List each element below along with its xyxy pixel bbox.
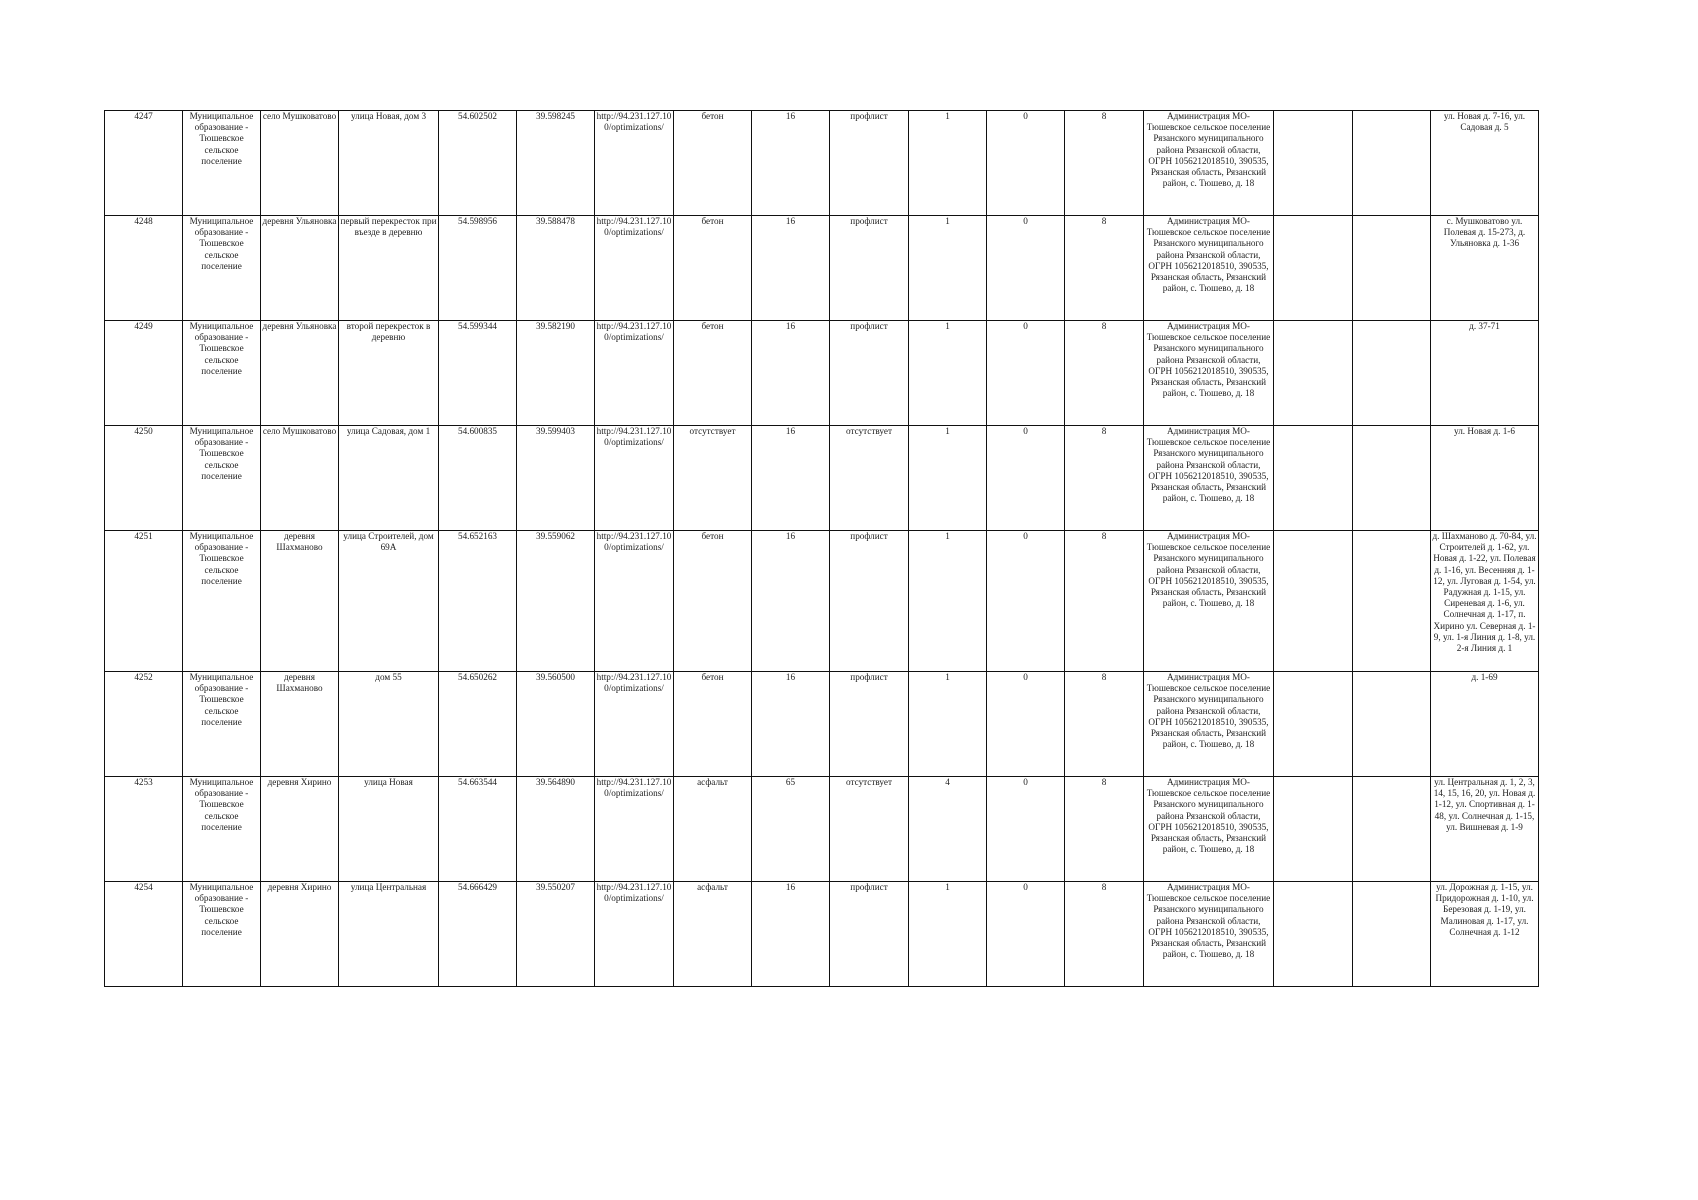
cell-municipality: Муниципальное образование - Тюшевское сельское поселение [183, 426, 261, 531]
cell-surface: асфальт [674, 882, 752, 987]
cell-extra-1 [1274, 777, 1353, 882]
cell-address: улица Строителей, дом 69А [339, 531, 439, 672]
cell-longitude: 39.582190 [517, 321, 595, 426]
cell-volume: 0 [987, 672, 1065, 777]
cell-volume: 0 [987, 882, 1065, 987]
cell-extra-2 [1353, 426, 1431, 531]
cell-owner: Администрация МО- Тюшевское сельское поселение Рязанского муниципального района Рязанской области, ОГРН 1056212018510, 390535, Рязанская область, Рязанский район, с. Тюшево, д. 18 [1144, 426, 1274, 531]
cell-area: 16 [752, 672, 830, 777]
cell-served-addresses: д. Шахманово д. 70-84, ул. Строителей д. 1-62, ул. Новая д. 1-22, ул. Полевая д. 1-16, ул. Весенняя д. 1-12, ул. Луговая д. 1-54, ул. Радужная д. 1-15, ул. Сиреневая д. 1-6, ул. Солнечная д. 1-17, п. Хирино ул. Северная д. 1-9, ул. 1-я Линия д. 1-8, ул. 2-я Линия д. 1 [1431, 531, 1539, 672]
cell-area: 16 [752, 531, 830, 672]
cell-fence: отсутствует [830, 426, 909, 531]
cell-fence: профлист [830, 216, 909, 321]
cell-latitude: 54.599344 [439, 321, 517, 426]
cell-extra-2 [1353, 777, 1431, 882]
table-row [105, 531, 1539, 672]
cell-owner: Администрация МО- Тюшевское сельское поселение Рязанского муниципального района Рязанской области, ОГРН 1056212018510, 390535, Рязанская область, Рязанский район, с. Тюшево, д. 18 [1144, 531, 1274, 672]
cell-capacity: 8 [1065, 426, 1144, 531]
cell-capacity: 8 [1065, 672, 1144, 777]
cell-municipality: Муниципальное образование - Тюшевское сельское поселение [183, 777, 261, 882]
cell-map-link: http://94.231.127.100/optimizations/ [595, 111, 674, 216]
cell-record-number: 4250 [105, 426, 183, 531]
cell-extra-2 [1353, 672, 1431, 777]
cell-volume: 0 [987, 426, 1065, 531]
cell-containers-count: 1 [909, 882, 987, 987]
cell-surface: бетон [674, 531, 752, 672]
cell-record-number: 4249 [105, 321, 183, 426]
cell-longitude: 39.559062 [517, 531, 595, 672]
cell-record-number: 4253 [105, 777, 183, 882]
cell-extra-2 [1353, 882, 1431, 987]
cell-served-addresses: д. 37-71 [1431, 321, 1539, 426]
cell-latitude: 54.600835 [439, 426, 517, 531]
cell-longitude: 39.560500 [517, 672, 595, 777]
cell-volume: 0 [987, 531, 1065, 672]
cell-volume: 0 [987, 216, 1065, 321]
cell-fence: профлист [830, 672, 909, 777]
cell-settlement: деревня Ульяновка [261, 216, 339, 321]
cell-settlement: село Мушковатово [261, 111, 339, 216]
cell-served-addresses: д. 1-69 [1431, 672, 1539, 777]
cell-containers-count: 1 [909, 111, 987, 216]
cell-volume: 0 [987, 321, 1065, 426]
cell-owner: Администрация МО- Тюшевское сельское поселение Рязанского муниципального района Рязанской области, ОГРН 1056212018510, 390535, Рязанская область, Рязанский район, с. Тюшево, д. 18 [1144, 882, 1274, 987]
cell-settlement: село Мушковатово [261, 426, 339, 531]
cell-extra-2 [1353, 216, 1431, 321]
cell-map-link: http://94.231.127.100/optimizations/ [595, 321, 674, 426]
cell-municipality: Муниципальное образование - Тюшевское сельское поселение [183, 672, 261, 777]
cell-municipality: Муниципальное образование - Тюшевское сельское поселение [183, 531, 261, 672]
cell-latitude: 54.666429 [439, 882, 517, 987]
cell-area: 16 [752, 426, 830, 531]
cell-map-link: http://94.231.127.100/optimizations/ [595, 531, 674, 672]
cell-record-number: 4251 [105, 531, 183, 672]
cell-owner: Администрация МО- Тюшевское сельское поселение Рязанского муниципального района Рязанской области, ОГРН 1056212018510, 390535, Рязанская область, Рязанский район, с. Тюшево, д. 18 [1144, 111, 1274, 216]
registry-table-body [105, 111, 1539, 987]
cell-surface: бетон [674, 321, 752, 426]
cell-extra-1 [1274, 111, 1353, 216]
cell-longitude: 39.550207 [517, 882, 595, 987]
cell-capacity: 8 [1065, 321, 1144, 426]
cell-area: 65 [752, 777, 830, 882]
cell-settlement: деревня Хирино [261, 777, 339, 882]
cell-surface: асфальт [674, 777, 752, 882]
cell-address: улица Центральная [339, 882, 439, 987]
cell-record-number: 4248 [105, 216, 183, 321]
cell-containers-count: 1 [909, 216, 987, 321]
cell-owner: Администрация МО- Тюшевское сельское поселение Рязанского муниципального района Рязанской области, ОГРН 1056212018510, 390535, Рязанская область, Рязанский район, с. Тюшево, д. 18 [1144, 216, 1274, 321]
registry-table [104, 110, 1539, 987]
cell-latitude: 54.602502 [439, 111, 517, 216]
cell-area: 16 [752, 882, 830, 987]
cell-containers-count: 1 [909, 321, 987, 426]
cell-latitude: 54.650262 [439, 672, 517, 777]
table-row [105, 672, 1539, 777]
cell-extra-2 [1353, 111, 1431, 216]
cell-owner: Администрация МО- Тюшевское сельское поселение Рязанского муниципального района Рязанской области, ОГРН 1056212018510, 390535, Рязанская область, Рязанский район, с. Тюшево, д. 18 [1144, 672, 1274, 777]
cell-extra-1 [1274, 321, 1353, 426]
cell-fence: профлист [830, 882, 909, 987]
cell-settlement: деревня Шахманово [261, 531, 339, 672]
cell-municipality: Муниципальное образование - Тюшевское сельское поселение [183, 216, 261, 321]
cell-surface: бетон [674, 111, 752, 216]
cell-containers-count: 1 [909, 531, 987, 672]
cell-area: 16 [752, 111, 830, 216]
cell-longitude: 39.588478 [517, 216, 595, 321]
cell-latitude: 54.663544 [439, 777, 517, 882]
cell-latitude: 54.598956 [439, 216, 517, 321]
cell-map-link: http://94.231.127.100/optimizations/ [595, 777, 674, 882]
table-row [105, 216, 1539, 321]
table-row [105, 321, 1539, 426]
cell-extra-2 [1353, 321, 1431, 426]
cell-fence: профлист [830, 321, 909, 426]
cell-containers-count: 1 [909, 672, 987, 777]
cell-served-addresses: с. Мушковатово ул. Полевая д. 15-273, д. Ульяновка д. 1-36 [1431, 216, 1539, 321]
cell-extra-2 [1353, 531, 1431, 672]
cell-settlement: деревня Ульяновка [261, 321, 339, 426]
cell-served-addresses: ул. Новая д. 7-16, ул. Садовая д. 5 [1431, 111, 1539, 216]
cell-address: первый перекресток при въезде в деревню [339, 216, 439, 321]
cell-extra-1 [1274, 216, 1353, 321]
cell-fence: профлист [830, 531, 909, 672]
table-row [105, 426, 1539, 531]
cell-fence: профлист [830, 111, 909, 216]
cell-settlement: деревня Хирино [261, 882, 339, 987]
cell-capacity: 8 [1065, 531, 1144, 672]
cell-extra-1 [1274, 882, 1353, 987]
cell-address: второй перекресток в деревню [339, 321, 439, 426]
table-row [105, 777, 1539, 882]
cell-extra-1 [1274, 426, 1353, 531]
cell-settlement: деревня Шахманово [261, 672, 339, 777]
cell-fence: отсутствует [830, 777, 909, 882]
cell-capacity: 8 [1065, 777, 1144, 882]
cell-surface: бетон [674, 672, 752, 777]
cell-map-link: http://94.231.127.100/optimizations/ [595, 882, 674, 987]
cell-record-number: 4254 [105, 882, 183, 987]
cell-containers-count: 4 [909, 777, 987, 882]
cell-surface: бетон [674, 216, 752, 321]
cell-volume: 0 [987, 777, 1065, 882]
cell-municipality: Муниципальное образование - Тюшевское сельское поселение [183, 882, 261, 987]
cell-address: улица Новая [339, 777, 439, 882]
cell-owner: Администрация МО- Тюшевское сельское поселение Рязанского муниципального района Рязанской области, ОГРН 1056212018510, 390535, Рязанская область, Рязанский район, с. Тюшево, д. 18 [1144, 321, 1274, 426]
cell-area: 16 [752, 216, 830, 321]
cell-record-number: 4252 [105, 672, 183, 777]
cell-area: 16 [752, 321, 830, 426]
cell-municipality: Муниципальное образование - Тюшевское сельское поселение [183, 321, 261, 426]
cell-extra-1 [1274, 672, 1353, 777]
cell-capacity: 8 [1065, 111, 1144, 216]
table-row [105, 882, 1539, 987]
cell-address: улица Садовая, дом 1 [339, 426, 439, 531]
cell-address: улица Новая, дом 3 [339, 111, 439, 216]
cell-map-link: http://94.231.127.100/optimizations/ [595, 426, 674, 531]
table-row [105, 111, 1539, 216]
cell-capacity: 8 [1065, 216, 1144, 321]
cell-longitude: 39.599403 [517, 426, 595, 531]
cell-volume: 0 [987, 111, 1065, 216]
cell-map-link: http://94.231.127.100/optimizations/ [595, 216, 674, 321]
cell-longitude: 39.598245 [517, 111, 595, 216]
cell-containers-count: 1 [909, 426, 987, 531]
cell-served-addresses: ул. Новая д. 1-6 [1431, 426, 1539, 531]
cell-served-addresses: ул. Дорожная д. 1-15, ул. Придорожная д. 1-10, ул. Березовая д. 1-19, ул. Малиновая д. 1-17, ул. Солнечная д. 1-12 [1431, 882, 1539, 987]
cell-surface: отсутствует [674, 426, 752, 531]
cell-address: дом 55 [339, 672, 439, 777]
cell-capacity: 8 [1065, 882, 1144, 987]
cell-latitude: 54.652163 [439, 531, 517, 672]
cell-extra-1 [1274, 531, 1353, 672]
cell-longitude: 39.564890 [517, 777, 595, 882]
cell-owner: Администрация МО- Тюшевское сельское поселение Рязанского муниципального района Рязанской области, ОГРН 1056212018510, 390535, Рязанская область, Рязанский район, с. Тюшево, д. 18 [1144, 777, 1274, 882]
cell-municipality: Муниципальное образование - Тюшевское сельское поселение [183, 111, 261, 216]
cell-map-link: http://94.231.127.100/optimizations/ [595, 672, 674, 777]
cell-record-number: 4247 [105, 111, 183, 216]
cell-served-addresses: ул. Центральная д. 1, 2, 3, 14, 15, 16, 20, ул. Новая д. 1-12, ул. Спортивная д. 1-48, ул. Солнечная д. 1-15, ул. Вишневая д. 1-9 [1431, 777, 1539, 882]
